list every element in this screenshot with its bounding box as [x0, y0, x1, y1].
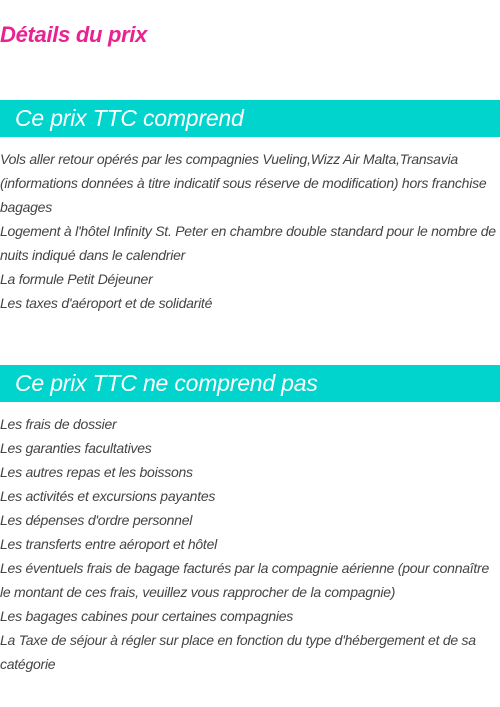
list-item: Les bagages cabines pour certaines compagnies — [0, 608, 294, 624]
list-item: Les garanties facultatives — [0, 440, 152, 456]
list-item: Les transferts entre aéroport et hôtel — [0, 536, 217, 552]
list-item: Les activités et excursions payantes — [0, 488, 216, 504]
list-item: Logement à l'hôtel Infinity St. Peter en chambre double standard pour le nombre de nuits indiqué dans le calendrier — [0, 223, 496, 263]
excluded-section-heading: Ce prix TTC ne comprend pas — [0, 365, 500, 402]
included-section-heading: Ce prix TTC comprend — [0, 100, 500, 137]
page-title: Détails du prix — [0, 22, 148, 47]
included-items-list — [0, 147, 500, 315]
list-item: Les autres repas et les boissons — [0, 464, 193, 480]
list-item: La Taxe de séjour à régler sur place en fonction du type d'hébergement et de sa catégorie — [0, 632, 476, 672]
list-item: Les frais de dossier — [0, 416, 117, 432]
list-item: La formule Petit Déjeuner — [0, 271, 153, 287]
list-item: Vols aller retour opérés par les compagnies Vueling,Wizz Air Malta,Transavia (informations données à titre indicatif sous réserve de modification) hors franchise bagages — [0, 151, 487, 215]
list-item: Les dépenses d'ordre personnel — [0, 512, 193, 528]
list-item: Les taxes d'aéroport et de solidarité — [0, 295, 213, 311]
excluded-items-list — [0, 412, 500, 676]
list-item: Les éventuels frais de bagage facturés par la compagnie aérienne (pour connaître le montant de ces frais, veuillez vous rapprocher de la compagnie) — [0, 560, 489, 600]
